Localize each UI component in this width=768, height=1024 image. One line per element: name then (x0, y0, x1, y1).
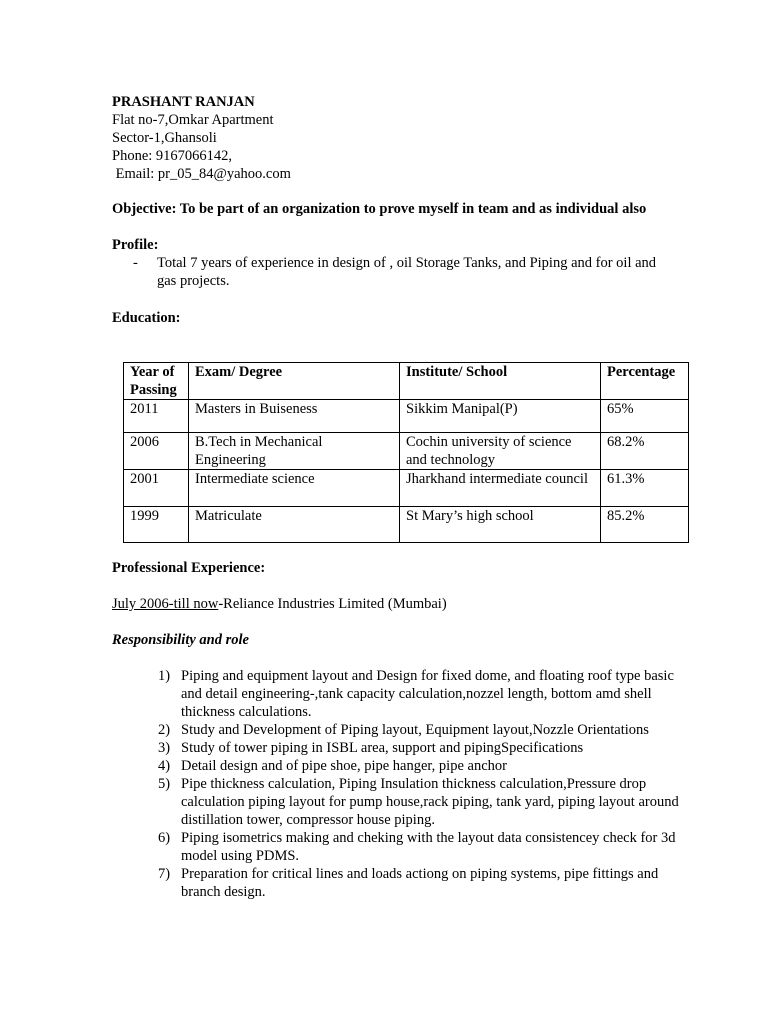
column-header-institute: Institute/ School (400, 363, 601, 400)
address-line-2: Sector-1,Ghansoli (112, 130, 217, 146)
cell-degree: Intermediate science (189, 470, 400, 507)
column-header-degree: Exam/ Degree (189, 363, 400, 400)
table-row (124, 400, 689, 433)
table-row (124, 507, 689, 543)
list-item (112, 667, 681, 721)
cell-percentage: 61.3% (601, 470, 689, 507)
item-number: 6) (158, 830, 171, 846)
column-header-year: Year of Passing (124, 363, 189, 400)
list-item (112, 721, 681, 739)
cell-year: 1999 (124, 507, 189, 543)
list-item (112, 739, 681, 757)
list-item (112, 757, 681, 775)
cell-percentage: 68.2% (601, 433, 689, 470)
profile-heading: Profile: (112, 237, 159, 253)
cell-year: 2001 (124, 470, 189, 507)
cell-year: 2011 (124, 400, 189, 433)
table-row (124, 470, 689, 507)
candidate-name: PRASHANT RANJAN (112, 94, 255, 110)
cell-year: 2006 (124, 433, 189, 470)
resume-page (112, 93, 672, 327)
email-line: Email: pr_05_84@yahoo.com (112, 166, 291, 182)
cell-institute: Jharkhand intermediate council (400, 470, 601, 507)
experience-entry (112, 595, 682, 613)
list-item (112, 865, 681, 901)
address-line-1: Flat no-7,Omkar Apartment (112, 112, 274, 128)
responsibility-heading: Responsibility and role (112, 632, 249, 648)
education-table (123, 362, 689, 543)
cell-institute: Sikkim Manipal(P) (400, 400, 601, 433)
item-number: 1) (158, 668, 171, 684)
item-text: Study and Development of Piping layout, Equipment layout,Nozzle Orientations (181, 722, 649, 738)
cell-institute: Cochin university of science and technology (400, 433, 601, 470)
experience-section (112, 559, 682, 901)
item-text: Pipe thickness calculation, Piping Insulation thickness calculation,Pressure drop calculation piping layout for pump house,rack piping, tank yard, piping layout around distillation tower, compressor house piping. (181, 776, 679, 828)
item-text: Piping isometrics making and cheking with the layout data consistencey check for 3d model using PDMS. (181, 830, 676, 864)
employer-name: -Reliance Industries Limited (Mumbai) (218, 596, 447, 612)
item-text: Detail design and of pipe shoe, pipe hanger, pipe anchor (181, 758, 507, 774)
item-number: 4) (158, 758, 171, 774)
education-heading: Education: (112, 310, 181, 326)
list-item (112, 775, 681, 829)
cell-degree: Masters in Buiseness (189, 400, 400, 433)
item-text: Preparation for critical lines and loads actiong on piping systems, pipe fittings and branch design. (181, 866, 659, 900)
phone-line: Phone: 9167066142, (112, 148, 233, 164)
profile-text: Total 7 years of experience in design of , oil Storage Tanks, and Piping and for oil and gas projects. (157, 255, 657, 289)
item-number: 7) (158, 866, 171, 882)
profile-list (112, 254, 672, 290)
bullet-dash: - (133, 255, 138, 271)
experience-heading: Professional Experience: (112, 560, 266, 576)
item-number: 2) (158, 722, 171, 738)
item-text: Piping and equipment layout and Design for fixed dome, and floating roof type basic and detail engineering-,tank capacity calculation,nozzel length, bottom amd shell thickness calculations. (181, 668, 674, 720)
cell-percentage: 85.2% (601, 507, 689, 543)
profile-item (112, 254, 667, 290)
cell-degree: B.Tech in Mechanical Engineering (189, 433, 400, 470)
objective-text: Objective: To be part of an organization to prove myself in team and as individual also (112, 201, 647, 217)
table-header-row (124, 363, 689, 400)
list-item (112, 829, 681, 865)
cell-degree: Matriculate (189, 507, 400, 543)
item-number: 3) (158, 740, 171, 756)
duties-list (112, 667, 682, 901)
table-row (124, 433, 689, 470)
employment-period: July 2006-till now (112, 596, 219, 612)
cell-institute: St Mary’s high school (400, 507, 601, 543)
item-number: 5) (158, 776, 171, 792)
cell-percentage: 65% (601, 400, 689, 433)
item-text: Study of tower piping in ISBL area, support and pipingSpecifications (181, 740, 584, 756)
column-header-percentage: Percentage (601, 363, 689, 400)
